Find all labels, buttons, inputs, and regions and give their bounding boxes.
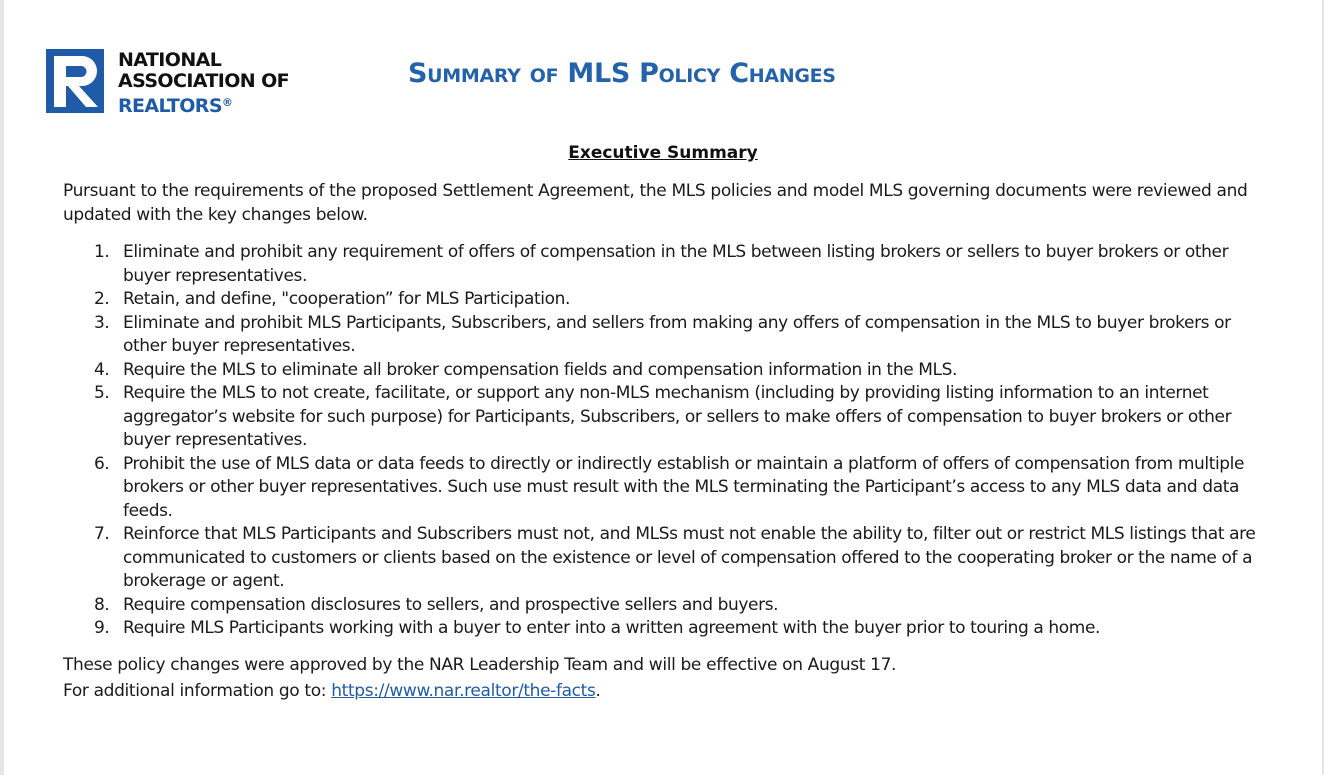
- logo-line-1: NATIONAL: [118, 49, 222, 71]
- nar-logo: [46, 49, 316, 117]
- list-item-number: 3.: [94, 312, 110, 333]
- list-item-number: 8.: [94, 594, 110, 615]
- policy-changes-list: [63, 241, 1268, 641]
- logo-line-3-text: REALTORS: [118, 95, 222, 117]
- list-item-text: Eliminate and prohibit any requirement of offers of compensation in the MLS between listing brokers or sellers to buyer brokers or other buyer representatives.: [123, 242, 1229, 286]
- list-item: [63, 453, 1268, 524]
- list-item: [63, 617, 1268, 641]
- registered-mark: ®: [221, 96, 233, 109]
- list-item: [63, 241, 1268, 288]
- realtor-r-logo-icon: [46, 49, 104, 113]
- logo-line-2: ASSOCIATION OF: [118, 70, 290, 92]
- list-item-text: Require compensation disclosures to sellers, and prospective sellers and buyers.: [123, 594, 779, 615]
- list-item-text: Require the MLS to eliminate all broker compensation fields and compensation information in the MLS.: [123, 359, 957, 380]
- list-item-number: 2.: [94, 289, 110, 309]
- list-item: [63, 359, 1268, 383]
- list-item-text: Require MLS Participants working with a buyer to enter into a written agreement with the buyer prior to touring a home.: [123, 618, 1101, 638]
- list-item-text: Retain, and define, "cooperation” for MLS Participation.: [123, 289, 570, 309]
- list-item-number: 5.: [94, 383, 110, 403]
- list-item-number: 7.: [94, 524, 110, 544]
- logo-wordmark: [118, 50, 289, 117]
- additional-info-line: [63, 679, 1273, 703]
- document-title: Summary of MLS Policy Changes: [408, 58, 836, 89]
- document-page: [4, 0, 1322, 775]
- list-item-number: 9.: [94, 618, 110, 638]
- list-item-text: Require the MLS to not create, facilitate, or support any non-MLS mechanism (including by providing listing information to an internet aggregator’s website for such purpose) for Participants, Subscribers, or sellers to make offers of compensation to buyer brokers or other buyer representatives.: [123, 383, 1232, 450]
- list-item-number: 1.: [94, 242, 110, 262]
- list-item-number: 6.: [94, 453, 110, 474]
- list-item-text: Prohibit the use of MLS data or data feeds to directly or indirectly establish or maintain a platform of offers of compensation from multiple brokers or other buyer representatives. Such use must result with the MLS terminating the Participant’s access to any MLS data and data feeds.: [123, 453, 1245, 521]
- list-item-text: Reinforce that MLS Participants and Subscribers must not, and MLSs must not enable the ability to, filter out or restrict MLS listings that are communicated to customers or clients based on the existence or level of compensation offered to the cooperating broker or the name of a brokerage or agent.: [123, 524, 1256, 591]
- section-heading: Executive Summary: [568, 143, 758, 163]
- logo-line-3: [118, 92, 289, 117]
- info-suffix: .: [595, 681, 601, 701]
- list-item: [63, 594, 1268, 618]
- closing-section: [63, 653, 1273, 703]
- list-item-text: Eliminate and prohibit MLS Participants, Subscribers, and sellers from making any offers of compensation in the MLS to buyer brokers or other buyer representatives.: [123, 312, 1231, 356]
- closing-line: These policy changes were approved by the NAR Leadership Team and will be effective on August 17.: [63, 655, 897, 675]
- facts-link[interactable]: https://www.nar.realtor/the-facts: [331, 681, 596, 701]
- list-item: [63, 312, 1268, 359]
- list-item: [63, 382, 1268, 453]
- intro-paragraph: Pursuant to the requirements of the proposed Settlement Agreement, the MLS policies and model MLS governing documents were reviewed and updated with the key changes below.: [63, 181, 1248, 225]
- list-item: [63, 523, 1268, 594]
- list-item-number: 4.: [94, 359, 110, 380]
- list-item: [63, 288, 1268, 312]
- info-prefix: For additional information go to:: [63, 681, 332, 701]
